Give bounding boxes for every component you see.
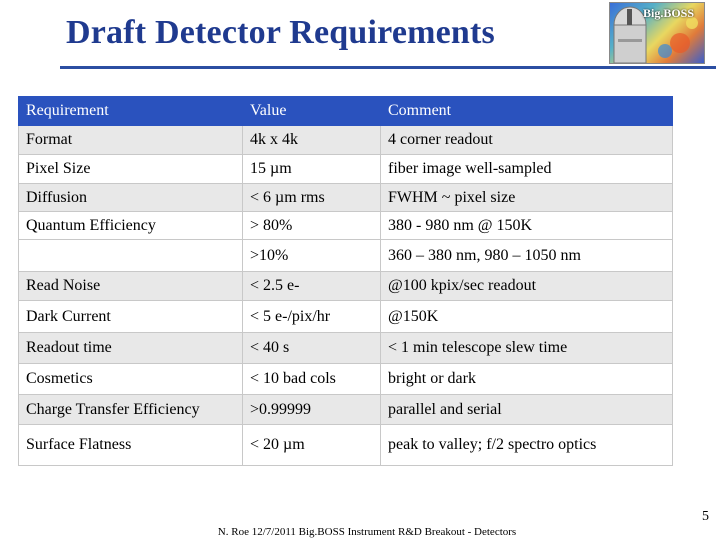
comment-cell: parallel and serial — [381, 395, 673, 425]
requirement-cell: Read Noise — [19, 272, 243, 301]
value-cell: < 2.5 e- — [243, 272, 381, 301]
comment-cell: 4 corner readout — [381, 126, 673, 155]
value-cell: < 20 µm — [243, 425, 381, 466]
value-cell: >10% — [243, 240, 381, 272]
slide-footer: N. Roe 12/7/2011 Big.BOSS Instrument R&D Breakout - Detectors — [217, 526, 517, 538]
table-row — [19, 395, 673, 425]
comment-cell: < 1 min telescope slew time — [381, 333, 673, 364]
column-header: Requirement — [19, 97, 243, 126]
requirement-cell: Diffusion — [19, 184, 243, 212]
value-cell: < 10 bad cols — [243, 364, 381, 395]
page-number: 5 — [702, 509, 709, 524]
comment-cell: FWHM ~ pixel size — [381, 184, 673, 212]
requirement-cell: Quantum Efficiency — [19, 212, 243, 240]
requirement-cell — [19, 240, 243, 272]
comment-cell: peak to valley; f/2 spectro optics — [381, 425, 673, 466]
value-cell: 4k x 4k — [243, 126, 381, 155]
comment-cell: @100 kpix/sec readout — [381, 272, 673, 301]
table-row — [19, 126, 673, 155]
requirement-cell: Dark Current — [19, 301, 243, 333]
table-row — [19, 212, 673, 240]
bigboss-logo — [609, 2, 705, 64]
requirement-cell: Charge Transfer Efficiency — [19, 395, 243, 425]
requirement-cell: Cosmetics — [19, 364, 243, 395]
table-header-row — [19, 97, 673, 126]
value-cell: < 5 e-/pix/hr — [243, 301, 381, 333]
slide-title: Draft Detector Requirements — [66, 14, 495, 51]
table-row — [19, 272, 673, 301]
comment-cell: fiber image well-sampled — [381, 155, 673, 184]
table-row — [19, 301, 673, 333]
requirement-cell: Readout time — [19, 333, 243, 364]
requirements-table — [18, 96, 673, 466]
table-row — [19, 425, 673, 466]
logo-text: Big.BOSS — [643, 6, 695, 20]
comment-cell: @150K — [381, 301, 673, 333]
value-cell: < 40 s — [243, 333, 381, 364]
requirement-cell: Pixel Size — [19, 155, 243, 184]
comment-cell: 360 – 380 nm, 980 – 1050 nm — [381, 240, 673, 272]
column-header: Value — [243, 97, 381, 126]
title-divider — [60, 66, 716, 69]
table-row — [19, 240, 673, 272]
table-row — [19, 155, 673, 184]
comment-cell: bright or dark — [381, 364, 673, 395]
comment-cell: 380 - 980 nm @ 150K — [381, 212, 673, 240]
value-cell: > 80% — [243, 212, 381, 240]
requirement-cell: Surface Flatness — [19, 425, 243, 466]
requirement-cell: Format — [19, 126, 243, 155]
table-row — [19, 364, 673, 395]
value-cell: 15 µm — [243, 155, 381, 184]
table-row — [19, 333, 673, 364]
value-cell: >0.99999 — [243, 395, 381, 425]
table-row — [19, 184, 673, 212]
column-header: Comment — [381, 97, 673, 126]
value-cell: < 6 µm rms — [243, 184, 381, 212]
